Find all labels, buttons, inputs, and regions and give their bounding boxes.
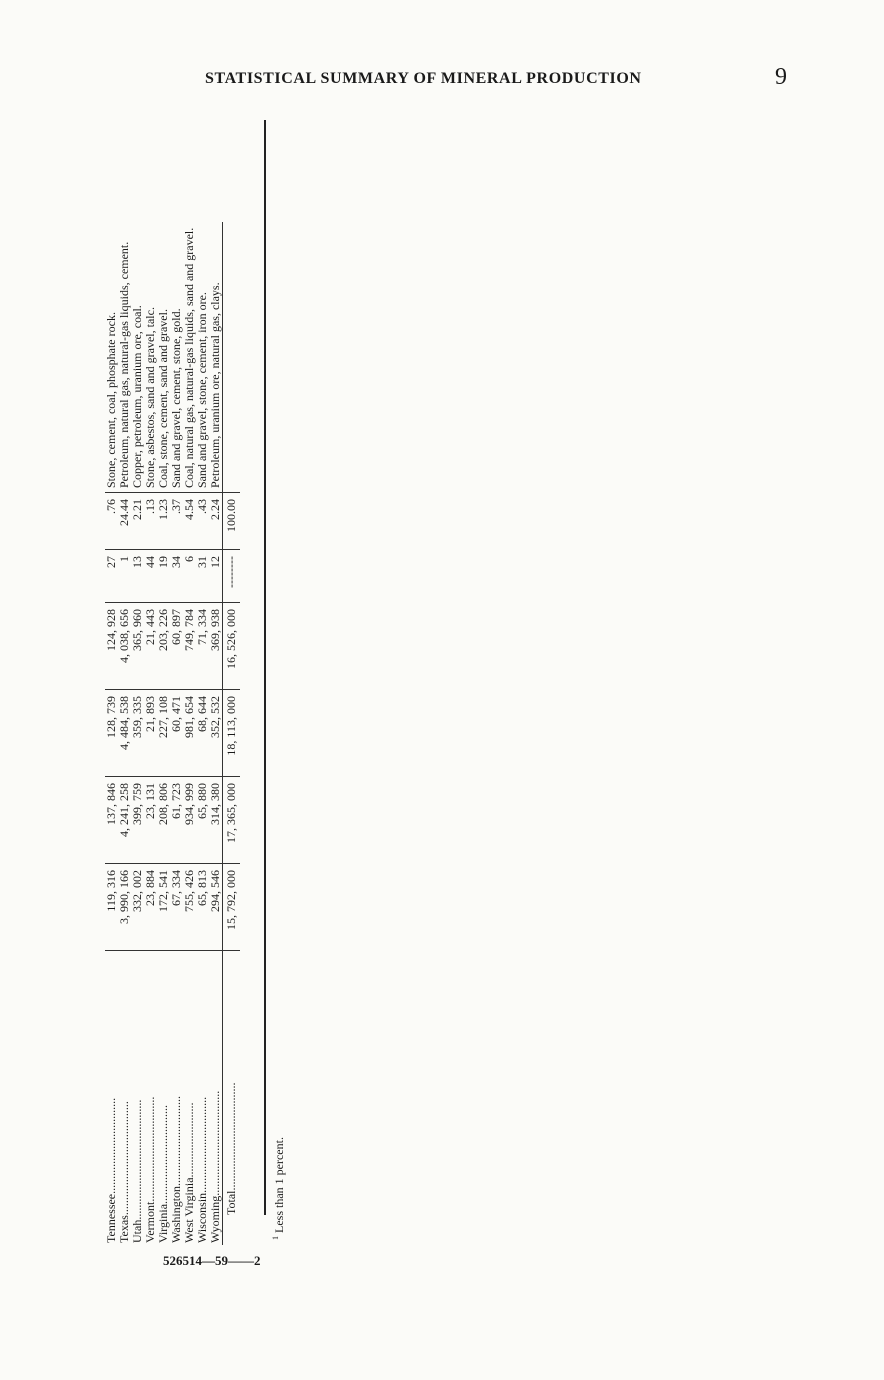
total-rank: -------- [223, 550, 241, 603]
dot-leader: ........................................ [130, 1099, 144, 1220]
value-4: 203, 226 [157, 603, 170, 690]
value-3: 128, 739 [105, 690, 118, 777]
value-3: 352, 532 [209, 690, 223, 777]
dot-leader: .............................. [169, 1095, 183, 1186]
percent: 4.54 [183, 493, 196, 550]
table-bottom-rule [264, 120, 266, 1215]
percent: 24.44 [118, 493, 131, 550]
dot-leader: ................................ [195, 1096, 209, 1193]
total-minerals-empty [223, 222, 241, 493]
value-1: 65, 813 [196, 864, 209, 951]
total-value-3: 18, 113, 000 [223, 690, 241, 777]
total-label-cell [223, 951, 241, 1246]
rank: 44 [144, 550, 157, 603]
dot-leader: ......................... [182, 1102, 196, 1178]
rank: 31 [196, 550, 209, 603]
value-3: 60, 471 [170, 690, 183, 777]
principal-minerals: Copper, petroleum, uranium ore, coal. [130, 305, 144, 488]
total-label: Total [224, 1190, 238, 1215]
value-2: 399, 759 [131, 777, 144, 864]
dot-leader: .................................... [224, 1082, 238, 1191]
value-2: 314, 380 [209, 777, 223, 864]
value-1: 3, 990, 166 [118, 864, 131, 951]
value-3: 981, 654 [183, 690, 196, 777]
value-2: 65, 880 [196, 777, 209, 864]
footnote-mark: 1 [271, 1236, 280, 1240]
principal-minerals: Petroleum, uranium ore, natural gas, clays. [208, 282, 222, 488]
dot-leader: ................................... [143, 1096, 157, 1202]
state-label: Texas [117, 1215, 131, 1243]
principal-minerals: Petroleum, natural gas, natural-gas liquids, cement. [117, 241, 131, 488]
print-code: 526514—59——2 [163, 1253, 261, 1268]
value-2: 23, 131 [144, 777, 157, 864]
principal-minerals: Coal, stone, cement, sand and gravel. [156, 309, 170, 488]
principal-minerals: Sand and gravel, cement, stone, gold. [169, 308, 183, 488]
value-4: 365, 960 [131, 603, 144, 690]
value-1: 294, 546 [209, 864, 223, 951]
value-2: 934, 999 [183, 777, 196, 864]
value-2: 208, 806 [157, 777, 170, 864]
rank: 12 [209, 550, 223, 603]
state-label: Wisconsin [195, 1192, 209, 1243]
value-4: 4, 038, 656 [118, 603, 131, 690]
total-value-1: 15, 792, 000 [223, 864, 241, 951]
state-label: Washington [169, 1185, 183, 1243]
mineral-production-table [105, 222, 240, 1245]
total-row [223, 222, 241, 1245]
value-1: 119, 316 [105, 864, 118, 951]
page-number: 9 [775, 64, 787, 90]
value-4: 60, 897 [170, 603, 183, 690]
value-1: 23, 884 [144, 864, 157, 951]
rank: 27 [105, 550, 118, 603]
state-label: Tennessee [104, 1193, 118, 1243]
percent: 2.24 [209, 493, 223, 550]
dot-leader: ................................. [156, 1104, 170, 1204]
percent: 2.21 [131, 493, 144, 550]
state-label: Vermont [143, 1201, 157, 1243]
value-3: 359, 335 [131, 690, 144, 777]
state-label: Virginia [156, 1203, 170, 1243]
rank: 34 [170, 550, 183, 603]
total-value-2: 17, 365, 000 [223, 777, 241, 864]
value-3: 4, 484, 538 [118, 690, 131, 777]
footnote-text: Less than 1 percent. [272, 1137, 286, 1233]
value-1: 172, 541 [157, 864, 170, 951]
rotated-table-container [105, 110, 280, 1245]
dot-leader: ................................ [104, 1097, 118, 1194]
value-4: 71, 334 [196, 603, 209, 690]
value-3: 21, 893 [144, 690, 157, 777]
percent: .76 [105, 493, 118, 550]
state-label: Utah [130, 1219, 144, 1243]
dot-leader: ...................................... [117, 1101, 131, 1216]
value-4: 369, 938 [209, 603, 223, 690]
principal-minerals: Stone, cement, coal, phosphate rock. [104, 312, 118, 488]
value-1: 755, 426 [183, 864, 196, 951]
table-body [105, 222, 240, 1245]
value-1: 67, 334 [170, 864, 183, 951]
principal-minerals: Sand and gravel, stone, cement, iron ore. [195, 292, 209, 488]
percent: .37 [170, 493, 183, 550]
value-4: 749, 784 [183, 603, 196, 690]
dot-leader: ................................... [208, 1090, 222, 1196]
value-4: 21, 443 [144, 603, 157, 690]
total-percent: 100.00 [223, 493, 241, 550]
value-2: 4, 241, 258 [118, 777, 131, 864]
rank: 1 [118, 550, 131, 603]
value-1: 332, 002 [131, 864, 144, 951]
percent: .43 [196, 493, 209, 550]
value-4: 124, 928 [105, 603, 118, 690]
value-2: 137, 846 [105, 777, 118, 864]
value-3: 68, 644 [196, 690, 209, 777]
principal-minerals: Stone, asbestos, sand and gravel, talc. [143, 307, 157, 488]
value-2: 61, 723 [170, 777, 183, 864]
principal-minerals: Coal, natural gas, natural-gas liquids, sand and gravel. [182, 227, 196, 488]
rank: 6 [183, 550, 196, 603]
value-3: 227, 108 [157, 690, 170, 777]
running-header: STATISTICAL SUMMARY OF MINERAL PRODUCTION [205, 70, 642, 87]
percent: 1.23 [157, 493, 170, 550]
total-value-4: 16, 526, 000 [223, 603, 241, 690]
state-label: Wyoming [208, 1195, 222, 1243]
rank: 19 [157, 550, 170, 603]
percent: .13 [144, 493, 157, 550]
state-label: West Virginia [182, 1177, 196, 1243]
state-name [209, 951, 223, 1246]
table-row [209, 222, 223, 1245]
footnote [271, 1040, 287, 1240]
rank: 13 [131, 550, 144, 603]
